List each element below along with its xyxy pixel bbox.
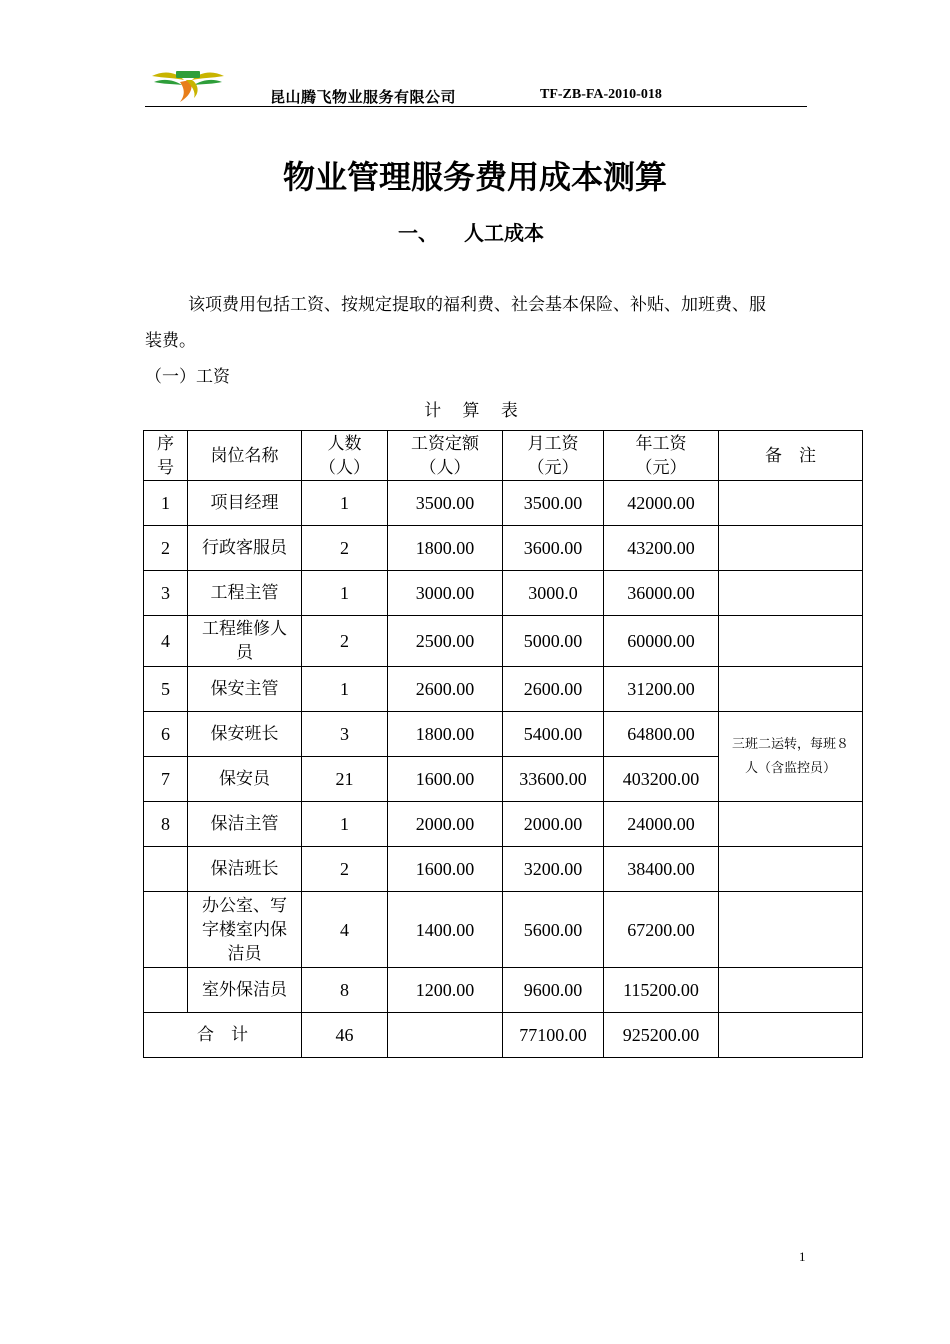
sub-heading: （一）工资 [145, 367, 230, 387]
table-row [144, 616, 863, 667]
table-row [144, 667, 863, 712]
header-monthly-wage: 月工资 （元） [503, 431, 604, 481]
cell-annual: 60000.00 [604, 616, 719, 667]
cell-seq: 3 [144, 571, 188, 616]
cell-seq: 7 [144, 757, 188, 802]
cell-position: 保安员 [188, 757, 302, 802]
total-headcount: 46 [302, 1013, 388, 1058]
total-monthly: 77100.00 [503, 1013, 604, 1058]
cell-annual: 36000.00 [604, 571, 719, 616]
cell-remarks [719, 667, 863, 712]
cell-remarks [719, 481, 863, 526]
cell-seq [144, 847, 188, 892]
cell-quota: 1400.00 [388, 892, 503, 968]
cell-remarks [719, 802, 863, 847]
cell-headcount: 1 [302, 667, 388, 712]
document-number: TF-ZB-FA-2010-018 [540, 87, 662, 102]
header-remarks: 备 注 [719, 431, 863, 481]
cell-annual: 24000.00 [604, 802, 719, 847]
cell-position: 工程维修人 员 [188, 616, 302, 667]
cell-position: 保洁主管 [188, 802, 302, 847]
cell-annual: 64800.00 [604, 712, 719, 757]
cell-remarks [719, 526, 863, 571]
table-row [144, 968, 863, 1013]
cell-seq [144, 892, 188, 968]
cell-position: 行政客服员 [188, 526, 302, 571]
cell-monthly: 5600.00 [503, 892, 604, 968]
cell-seq: 8 [144, 802, 188, 847]
cell-headcount: 2 [302, 526, 388, 571]
cell-seq: 5 [144, 667, 188, 712]
cell-position: 保安主管 [188, 667, 302, 712]
table-row [144, 571, 863, 616]
cell-annual: 38400.00 [604, 847, 719, 892]
cell-position: 办公室、写 字楼室内保 洁员 [188, 892, 302, 968]
intro-paragraph-line-1: 该项费用包括工资、按规定提取的福利费、社会基本保险、补贴、加班费、服 [188, 295, 766, 315]
cell-monthly: 3000.0 [503, 571, 604, 616]
cell-seq: 1 [144, 481, 188, 526]
cell-seq: 4 [144, 616, 188, 667]
cell-quota: 1800.00 [388, 712, 503, 757]
header-rule [145, 106, 807, 107]
company-name: 昆山腾飞物业服务有限公司 [270, 88, 457, 106]
cell-seq: 6 [144, 712, 188, 757]
cell-monthly: 5000.00 [503, 616, 604, 667]
cell-monthly: 3600.00 [503, 526, 604, 571]
table-row [144, 712, 863, 757]
cell-seq [144, 968, 188, 1013]
cell-quota: 3500.00 [388, 481, 503, 526]
table-row [144, 526, 863, 571]
cell-headcount: 1 [302, 802, 388, 847]
cell-annual: 67200.00 [604, 892, 719, 968]
cell-position: 室外保洁员 [188, 968, 302, 1013]
table-header-row [144, 431, 863, 481]
total-remarks [719, 1013, 863, 1058]
cell-seq: 2 [144, 526, 188, 571]
cell-headcount: 1 [302, 571, 388, 616]
cell-remarks [719, 571, 863, 616]
cell-quota: 2000.00 [388, 802, 503, 847]
page-number: 1 [799, 1249, 806, 1264]
cell-quota: 3000.00 [388, 571, 503, 616]
table-row [144, 481, 863, 526]
cell-monthly: 2000.00 [503, 802, 604, 847]
table-row [144, 847, 863, 892]
cell-remarks [719, 847, 863, 892]
section-heading [398, 217, 544, 246]
header-position: 岗位名称 [188, 431, 302, 481]
cell-headcount: 1 [302, 481, 388, 526]
cell-headcount: 8 [302, 968, 388, 1013]
cell-monthly: 3500.00 [503, 481, 604, 526]
table-row [144, 892, 863, 968]
cell-headcount: 4 [302, 892, 388, 968]
cell-headcount: 3 [302, 712, 388, 757]
table-caption: 计 算 表 [424, 401, 526, 421]
page-title: 物业管理服务费用成本测算 [282, 158, 667, 196]
cell-position: 项目经理 [188, 481, 302, 526]
winged-logo-icon [150, 68, 226, 104]
header-headcount: 人数 （人） [302, 431, 388, 481]
cell-annual: 42000.00 [604, 481, 719, 526]
cell-remarks [719, 968, 863, 1013]
total-quota [388, 1013, 503, 1058]
section-number: 一、 [398, 221, 438, 245]
cell-position: 工程主管 [188, 571, 302, 616]
cell-headcount: 21 [302, 757, 388, 802]
total-label: 合 计 [144, 1013, 302, 1058]
table-total-row [144, 1013, 863, 1058]
cell-quota: 1600.00 [388, 757, 503, 802]
security-shift-note: 三班二运转，每班８ 人（含监控员） [719, 712, 863, 802]
cell-annual: 403200.00 [604, 757, 719, 802]
intro-paragraph-line-2: 装费。 [145, 331, 196, 351]
cell-annual: 31200.00 [604, 667, 719, 712]
cell-monthly: 9600.00 [503, 968, 604, 1013]
cell-monthly: 5400.00 [503, 712, 604, 757]
cell-monthly: 2600.00 [503, 667, 604, 712]
cell-quota: 2500.00 [388, 616, 503, 667]
cell-quota: 1800.00 [388, 526, 503, 571]
cell-quota: 1600.00 [388, 847, 503, 892]
cell-position: 保安班长 [188, 712, 302, 757]
cell-headcount: 2 [302, 847, 388, 892]
header-annual-wage: 年工资 （元） [604, 431, 719, 481]
section-title: 人工成本 [464, 221, 544, 245]
cell-monthly: 33600.00 [503, 757, 604, 802]
cell-annual: 115200.00 [604, 968, 719, 1013]
salary-table [143, 430, 863, 1058]
table-row [144, 802, 863, 847]
header-wage-quota: 工资定额 （人） [388, 431, 503, 481]
cell-remarks [719, 892, 863, 968]
header-seq: 序 号 [144, 431, 188, 481]
cell-position: 保洁班长 [188, 847, 302, 892]
cell-monthly: 3200.00 [503, 847, 604, 892]
cell-annual: 43200.00 [604, 526, 719, 571]
cell-remarks [719, 616, 863, 667]
cell-headcount: 2 [302, 616, 388, 667]
cell-quota: 2600.00 [388, 667, 503, 712]
cell-quota: 1200.00 [388, 968, 503, 1013]
total-annual: 925200.00 [604, 1013, 719, 1058]
